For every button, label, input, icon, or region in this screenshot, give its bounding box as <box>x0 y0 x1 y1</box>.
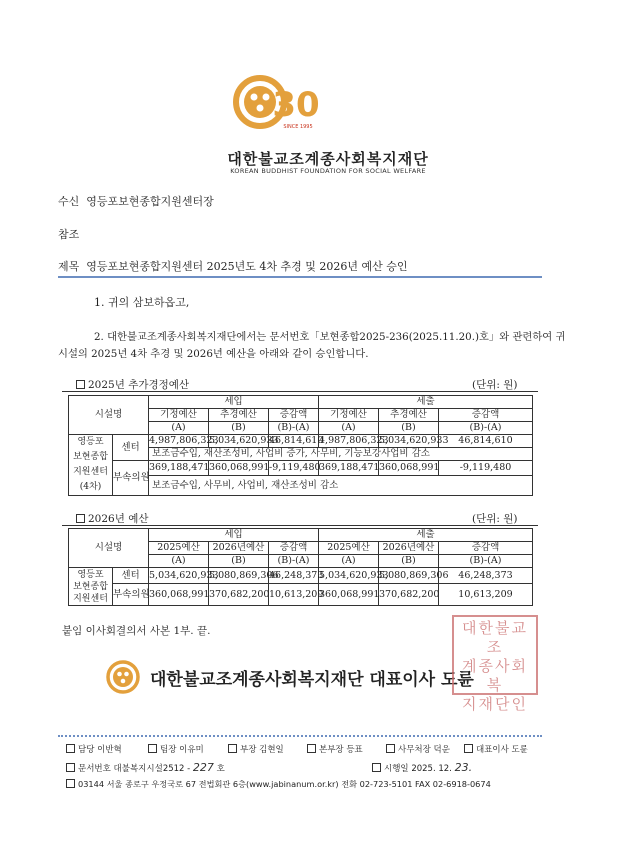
table-cell: 5,034,620,933 <box>209 435 279 446</box>
expense-header: 세출 <box>319 529 533 542</box>
col-sub: (A) <box>319 422 379 435</box>
table-cell: 5,080,869,306 <box>379 568 439 584</box>
since-mark: SINCE 1995 <box>283 124 313 130</box>
table-cell: 4,987,806,323 <box>149 435 219 446</box>
table-cell: 360,068,991 <box>319 584 379 606</box>
signature-line: 대한불교조계종사회복지재단 대표이사 도륜 <box>150 670 474 690</box>
table-cell: 5,034,620,933 <box>319 568 379 584</box>
col-sub: (B) <box>379 555 439 568</box>
col-header: 증감액 <box>439 542 533 555</box>
table-cell: 370,682,200 <box>379 584 439 606</box>
table-cell: 10,613,209 <box>439 584 533 606</box>
facility-header: 시설명 <box>69 529 149 568</box>
col-header: 2025예산 <box>149 542 209 555</box>
table-cell: 370,682,200 <box>209 584 269 606</box>
checkbox-icon <box>76 514 85 523</box>
table1-title: 2025년 추가경정예산 <box>88 379 190 391</box>
col-sub: (B) <box>379 422 439 435</box>
paragraph-2-line2: 시설의 2025년 4차 추경 및 2026년 예산을 아래와 같이 승인합니다. <box>58 348 369 360</box>
table-cell: 360,068,991 <box>209 461 269 476</box>
approval-4: 본부장 등표 <box>307 743 363 755</box>
col-header: 기정예산 <box>319 409 379 422</box>
col-sub: (B) <box>209 422 269 435</box>
table-cell: 5,034,620,933 <box>379 435 449 446</box>
approval-5: 사무처장 덕운 <box>386 743 450 755</box>
table-cell: 360,068,991 <box>149 584 209 606</box>
paragraph-1: 1. 귀의 삼보하옵고, <box>94 296 190 309</box>
table-cell: -9,119,480 <box>439 461 533 476</box>
approval-6: 대표이사 도륜 <box>464 743 528 755</box>
recipient-label: 수신 <box>58 195 80 208</box>
approval-2: 팀장 이유미 <box>148 743 204 755</box>
subject: 영등포보현종합지원센터 2025년도 4차 추경 및 2026년 예산 승인 <box>86 260 408 273</box>
table-cell: 46,248,373 <box>269 568 319 584</box>
facility-header: 시설명 <box>69 396 149 435</box>
col-sub: (B)-(A) <box>439 555 533 568</box>
table-cell: 360,068,991 <box>379 461 439 476</box>
table-cell: -9,119,480 <box>269 461 319 476</box>
doc-number-label: 문서번호 대불복지시설2512 - <box>78 764 191 774</box>
col-header: 추경예산 <box>209 409 269 422</box>
row-note: 보조금수입, 재산조성비, 사업비 증가, 사무비, 기능보강사업비 감소 <box>149 448 533 461</box>
doc-number-suffix: 호 <box>216 764 225 774</box>
col-header: 증감액 <box>439 409 533 422</box>
table-cell: 10,613,209 <box>269 584 319 606</box>
subject-row <box>58 258 408 274</box>
col-sub: (A) <box>319 555 379 568</box>
table1-top-rule <box>62 391 538 392</box>
anniversary-mark: 30 <box>272 85 320 125</box>
table-cell: 5,034,620,933 <box>149 568 209 584</box>
address: 03144 서울 종로구 우정국로 67 전법회관 6층(www.jabinanum.or.kr) 전화 02-723-5101 FAX 02-6918-0674 <box>78 779 491 789</box>
col-sub: (B) <box>209 555 269 568</box>
table-cell: 5,080,869,306 <box>209 568 269 584</box>
row-label: 부속의원 <box>113 461 149 496</box>
subject-label: 제목 <box>58 260 80 273</box>
checkbox-icon <box>76 380 85 389</box>
recipient: 영등포보현종합지원센터장 <box>86 195 214 208</box>
foundation-logo <box>232 72 320 134</box>
table-cell: 369,188,471 <box>149 461 209 476</box>
col-sub: (B)-(A) <box>439 422 533 435</box>
approval-1: 담당 이반혁 <box>66 743 122 755</box>
table2-unit: (단위: 원) <box>472 513 518 525</box>
doc-number-row <box>66 761 225 774</box>
col-header: 기정예산 <box>149 409 209 422</box>
table-cell: 369,188,471 <box>319 461 379 476</box>
income-header: 세입 <box>149 396 319 409</box>
col-header: 추경예산 <box>379 409 439 422</box>
reference-label: 참조 <box>58 228 80 241</box>
row-label: 부속의원 <box>113 584 149 606</box>
official-seal: 대한불교조 계종사회복 지재단인 <box>452 615 538 695</box>
income-header: 세입 <box>149 529 319 542</box>
table1 <box>68 395 533 496</box>
table2 <box>68 528 533 606</box>
table-cell: 46,814,610 <box>439 435 533 448</box>
col-header: 2026년예산 <box>379 542 439 555</box>
col-sub: (B)-(A) <box>269 555 319 568</box>
col-sub: (A) <box>149 422 209 435</box>
table2-top-rule <box>62 525 538 526</box>
table1-unit: (단위: 원) <box>472 379 518 391</box>
table-cell: 46,248,373 <box>439 568 533 584</box>
foundation-emblem-icon <box>106 660 140 694</box>
table2-heading <box>76 511 149 526</box>
col-header: 2025예산 <box>319 542 379 555</box>
footer-divider <box>58 735 542 737</box>
table2-title: 2026년 예산 <box>88 513 149 525</box>
facility-group: 영등포 보현종합 지원센터 <box>69 568 113 606</box>
recipient-row <box>58 193 214 209</box>
effective-date-label: 시행일 2025. 12. <box>384 764 452 774</box>
address-row <box>66 779 491 790</box>
paragraph-2-line1: 2. 대한불교조계종사회복지재단에서는 문서번호「보현종합2025-236(2025.11.20.)호」와 관련하여 귀 <box>94 331 566 343</box>
col-header: 증감액 <box>269 409 319 422</box>
table-cell: 46,814,610 <box>269 435 324 446</box>
col-header: 증감액 <box>269 542 319 555</box>
effective-date-handwritten: 23. <box>454 761 473 774</box>
expense-header: 세출 <box>319 396 533 409</box>
org-name-ko: 대한불교조계종사회복지재단 <box>227 150 429 168</box>
table1-heading <box>76 377 189 392</box>
approval-3: 부장 김현일 <box>228 743 284 755</box>
doc-number-handwritten: 227 <box>192 761 214 774</box>
effective-date-row <box>372 761 472 774</box>
table-cell: 4,987,806,323 <box>319 435 389 446</box>
row-note: 보조금수입, 사무비, 사업비, 재산조성비 감소 <box>149 476 533 496</box>
col-sub: (B)-(A) <box>269 422 319 435</box>
row-label: 센터 <box>113 435 149 461</box>
subject-divider <box>58 276 542 278</box>
attachment-line: 붙임 이사회결의서 사본 1부. 끝. <box>62 625 211 637</box>
org-name-en: KOREAN BUDDHIST FOUNDATION FOR SOCIAL WELFARE <box>230 167 426 175</box>
row-label: 센터 <box>113 568 149 584</box>
facility-group: 영등포 보현종합 지원센터 (4차) <box>69 435 113 496</box>
col-header: 2026년예산 <box>209 542 269 555</box>
col-sub: (A) <box>149 555 209 568</box>
